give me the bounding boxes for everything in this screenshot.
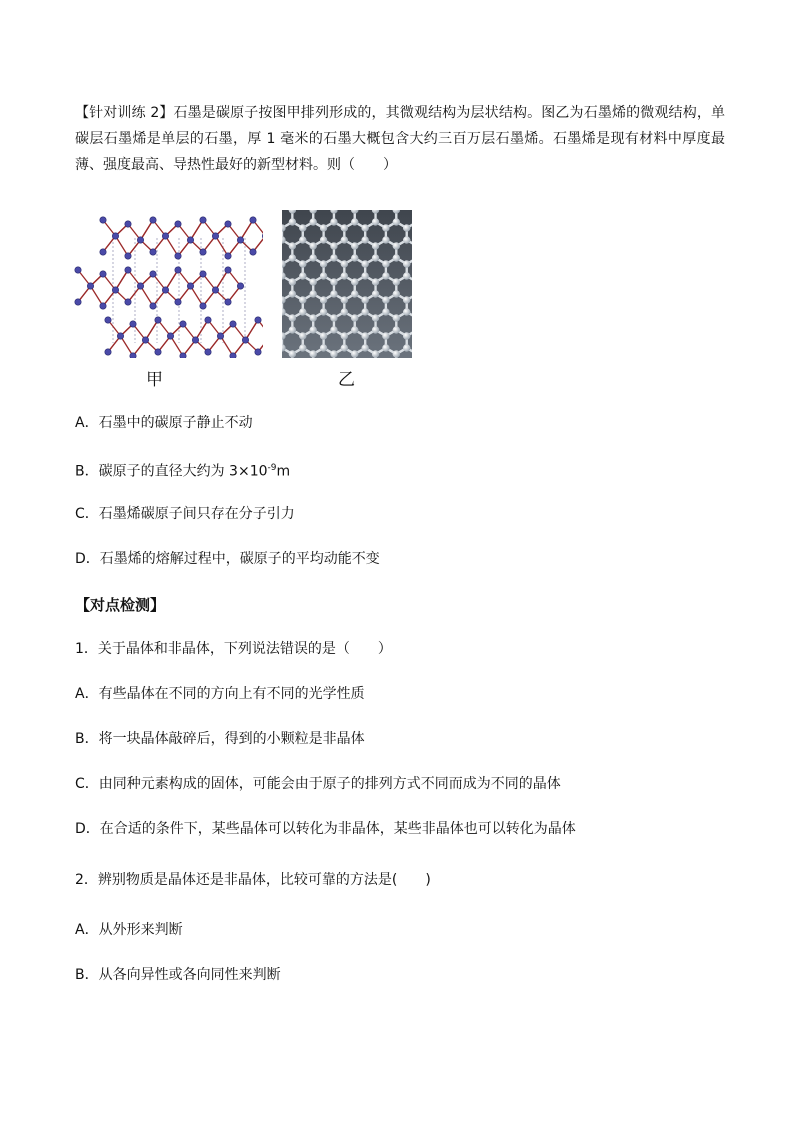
graphite-structure-figure bbox=[73, 208, 263, 358]
figure-b-label: 乙 bbox=[338, 370, 355, 390]
q2-option-b: B．从各向异性或各向同性来判断 bbox=[75, 967, 281, 983]
q1-stem: 1．关于晶体和非晶体，下列说法错误的是（ ） bbox=[75, 641, 392, 657]
q1-option-a: A．有些晶体在不同的方向上有不同的光学性质 bbox=[75, 686, 365, 702]
graphene-structure-figure bbox=[282, 210, 412, 358]
section-title: 【对点检测】 bbox=[75, 596, 166, 614]
q1-option-c: C．由同种元素构成的固体，可能会由于原子的排列方式不同而成为不同的晶体 bbox=[75, 776, 561, 792]
training-option-c: C．石墨烯碳原子间只存在分子引力 bbox=[75, 506, 295, 522]
q2-option-a: A．从外形来判断 bbox=[75, 922, 183, 938]
training-option-a: A．石墨中的碳原子静止不动 bbox=[75, 415, 253, 431]
q1-option-d: D．在合适的条件下，某些晶体可以转化为非晶体，某些非晶体也可以转化为晶体 bbox=[75, 821, 576, 837]
training-question-text: 【针对训练 2】石墨是碳原子按图甲排列形成的，其微观结构为层状结构。图乙为石墨烯的微观结构，单碳层石墨烯是单层的石墨，厚 1 毫米的石墨大概包含大约三百万层石墨烯。石墨烯是现有材料中厚度最薄、强度最高、导热性最好的新型材料。则（ ） bbox=[75, 105, 725, 173]
training-option-b: B．碳原子的直径大约为 $3\times 10^{-9}m$ bbox=[75, 463, 291, 480]
training-option-d: D．石墨烯的熔解过程中，碳原子的平均动能不变 bbox=[75, 551, 380, 567]
figure-a-label: 甲 bbox=[146, 370, 163, 390]
q2-stem: 2．辨别物质是晶体还是非晶体，比较可靠的方法是( ) bbox=[75, 872, 431, 888]
q1-option-b: B．将一块晶体敲碎后，得到的小颗粒是非晶体 bbox=[75, 731, 365, 747]
